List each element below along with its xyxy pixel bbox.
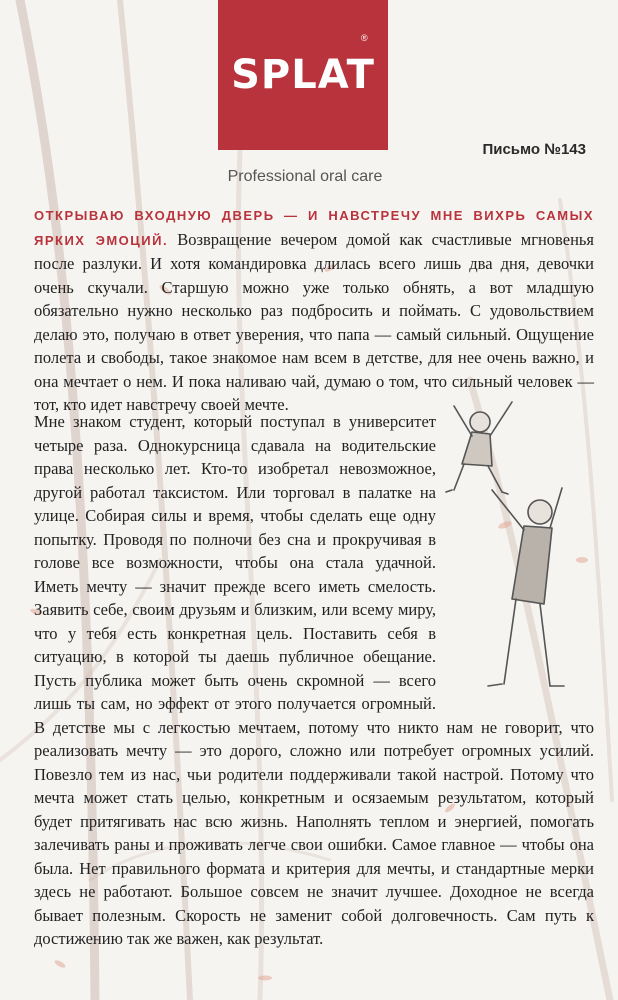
splat-logo	[218, 0, 388, 150]
logo-wordmark: SPLAT	[231, 52, 375, 98]
brand-tagline: Professional oral care	[227, 168, 383, 185]
main-paragraph-text: Мне знаком студент, который поступал в университет четыре раза. Однокурсница сдавала на водительские права несколько лет. Кто-то изобретал невозможное, другой работал таксистом. Или торговал в палатке на улице. Собирая силы и время, чтобы сделать еще одну попытку. Проводя по полночи без сна и прокручивая в голове все возможности, чтобы она стала удачной. Иметь мечту — значит прежде всего иметь смелость. Заявить себе, своим друзьям и близким, или всему миру, что у тебя есть конкретная цель. Поставить себя в ситуацию, в которой ты даешь публичное обещание. Пусть публика может быть очень скромной — всего лишь ты сам, но эффект от этого получается огромный. В детстве мы с легкостью мечтаем, потому что никто нам не говорит, что реализовать мечту — это дорого, сложно или потребует огромных усилий. Повезло тем из нас, чьи родители поддерживали такой настрой. Потому что мечта может стать целью, конкретным и осязаемым результатом, который будет притягивать нас всю жизнь. Наполнять теплом и энергией, помогать залечивать раны и проживать легче свои ошибки. Самое главное — чтобы она была. Нет правильного формата и критерия для мечты, и стандартные мерки здесь не работают. Большое совсем не значит лучшее. Доходное не всегда бывает полезным. Скорость не заменит собой долговечность. Сам путь к достижению так же важен, как результат.	[34, 412, 594, 948]
intro-paragraph	[34, 203, 594, 417]
letter-number: Письмо №143	[482, 141, 586, 158]
father-tossing-child-illustration	[432, 394, 582, 694]
intro-body: Возвращение вечером домой как счастливые мгновенья после разлуки. И хотя командировка длилась всего лишь два дня, девочки очень скучали. Старшую можно уже только обнять, а вот младшую обязательно нужно несколько раз подбросить и поймать. С удовольствием делаю это, получаю в ответ уверения, что папа — самый сильный. Ощущение полета и свободы, такое знакомое нам всем в детстве, для нее очень важно, и она мечтает о нем. И пока наливаю чай, думаю о том, что сильный человек — тот, кто идет навстречу своей мечте.	[34, 229, 595, 414]
registered-mark: ®	[361, 33, 368, 43]
intro-lead: ОТКРЫВАЮ ВХОДНУЮ ДВЕРЬ — И НАВСТРЕЧУ МНЕ ВИХРЬ САМЫХ ЯРКИХ ЭМОЦИЙ.	[34, 208, 594, 248]
